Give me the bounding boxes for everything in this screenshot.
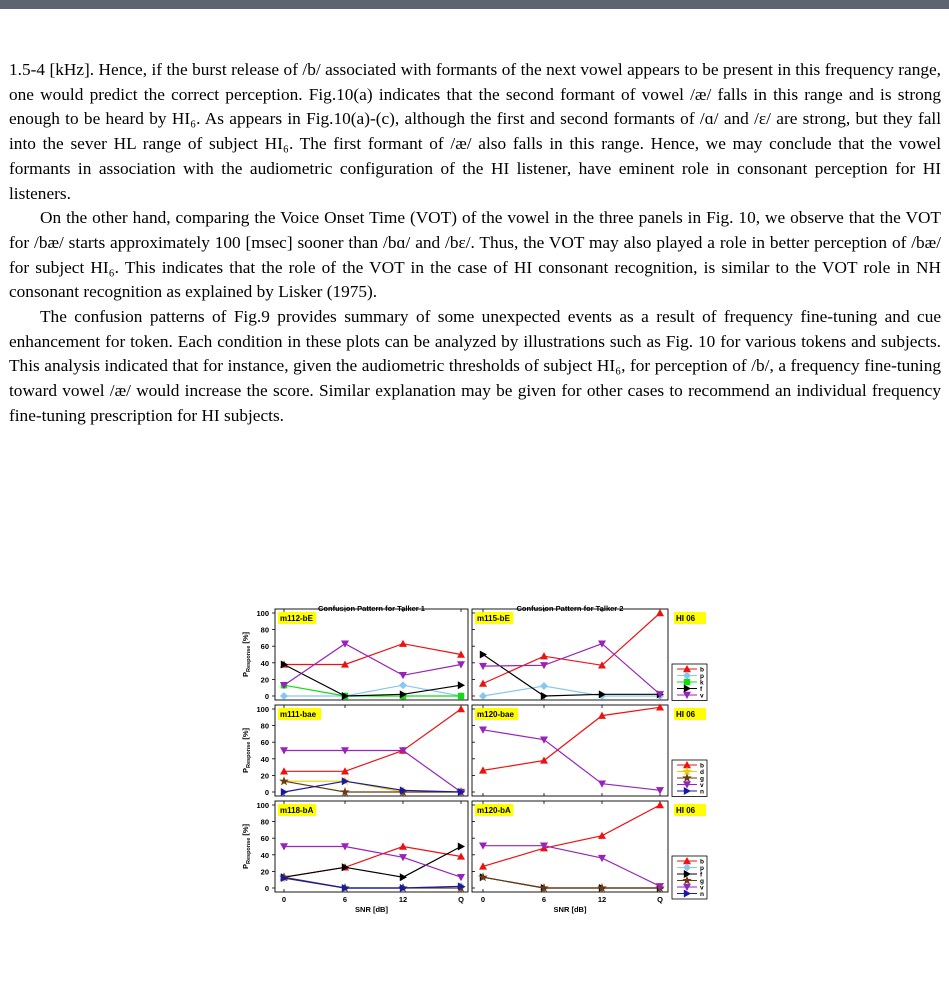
series-line-b [284, 644, 461, 665]
y-tick-label: 20 [260, 675, 269, 685]
data-point-p [479, 692, 487, 700]
legend-label-n: n [700, 788, 704, 796]
y-tick-label: 100 [256, 801, 269, 810]
legend-label-v: v [700, 782, 704, 789]
legend-label-v: v [700, 692, 704, 700]
panel-label: m120-bA [477, 806, 511, 815]
legend-label-k: k [700, 679, 704, 687]
column-title: Confusion Pattern for Talker 1 [318, 604, 425, 613]
data-point-v [598, 855, 606, 862]
data-point-b [656, 801, 664, 808]
data-point-b [399, 843, 407, 850]
x-tick-label: 0 [480, 895, 486, 904]
data-point-b [479, 680, 487, 687]
y-tick-label: 0 [264, 788, 269, 797]
data-point-v [341, 641, 349, 648]
data-point-b [656, 609, 664, 616]
data-point-v [540, 737, 548, 744]
legend-label-p: p [700, 865, 704, 872]
legend-label-d: d [700, 769, 704, 776]
legend-label-b: b [700, 858, 704, 866]
data-point-f [400, 873, 407, 881]
column-title: Confusion Pattern for Talker 2 [516, 604, 624, 613]
series-line-v [483, 846, 660, 887]
data-point-b [540, 756, 548, 763]
legend-label-p: p [700, 673, 704, 680]
data-point-b [399, 640, 407, 647]
data-point-p [280, 692, 288, 700]
series-line-f [483, 877, 660, 888]
panel-label: m118-bA [280, 806, 314, 815]
panel-label: m111-bae [280, 710, 317, 719]
paragraph-2: On the other hand, comparing the Voice Onset Time (VOT) of the vowel in the three panels in Fig. 10, we observe that the VOT for /bæ/ starts approximately 100 [msec] sooner than /bɑ/ and /bɛ/. Thus, the VOT may also played a role in better perception of /bæ/ for subject HI₆. This indicates that the role of the VOT in the case of HI consonant recognition, is similar to the VOT role in NH consonant recognition as explained by Lisker (1975). [9, 208, 941, 302]
y-tick-label: 100 [256, 609, 269, 618]
y-axis-label: $P_{Response}$ [%] [241, 727, 252, 774]
legend-label-f: f [700, 686, 703, 693]
data-point-g [279, 776, 289, 785]
y-axis-label: $P_{Response}$ [%] [241, 823, 252, 870]
data-point-b [598, 832, 606, 839]
data-point-f [480, 651, 487, 659]
series-line-v [483, 644, 660, 695]
x-axis-label: SNR [dB] [553, 905, 587, 914]
y-axis-label: $P_{Response}$ [%] [241, 631, 252, 678]
paragraph-3: The confusion patterns of Fig.9 provides summary of some unexpected events as a result of frequency fine-tuning and cue enhancement for token. Each condition in these plots can be analyzed by illustrations such as Fig. 10 for various tokens and subjects. This analysis indicated that for instance, given the audiometric thresholds of subject HI₆, for perception of /b/, a frequency fine-tuning toward vowel /æ/ would increase the score. Similar explanation may be given for other cases to recommend an individual frequency fine-tuning prescription for HI subjects. [9, 307, 941, 425]
y-tick-label: 80 [260, 625, 269, 635]
series-line-d [284, 781, 461, 792]
y-tick-label: 20 [260, 771, 269, 781]
series-line-p [284, 685, 461, 696]
y-tick-label: 60 [260, 834, 269, 844]
data-point-v [457, 874, 465, 881]
legend-label-b: b [700, 762, 704, 770]
x-tick-label: 12 [398, 895, 408, 904]
data-point-k [458, 693, 464, 699]
x-tick-label: 6 [541, 895, 547, 904]
y-tick-label: 20 [260, 867, 269, 877]
legend-label-v: v [700, 884, 704, 892]
subject-label: HI 06 [676, 710, 696, 719]
x-tick-label: 0 [281, 895, 287, 904]
subject-label: HI 06 [676, 614, 696, 623]
x-tick-label: Q [657, 895, 663, 904]
y-tick-label: 60 [260, 642, 269, 652]
y-tick-label: 60 [260, 738, 269, 748]
y-tick-label: 40 [260, 754, 269, 764]
data-point-b [457, 705, 465, 712]
legend-marker-k [684, 679, 690, 685]
x-tick-label: 12 [597, 895, 607, 904]
data-point-g [478, 872, 488, 881]
data-point-p [399, 681, 407, 689]
legend-label-f: f [700, 871, 703, 879]
y-tick-label: 0 [264, 884, 269, 893]
y-tick-label: 80 [260, 721, 269, 731]
x-axis-label: SNR [dB] [355, 905, 388, 914]
subject-label: HI 06 [676, 806, 696, 815]
data-point-v [656, 787, 664, 794]
data-point-f [541, 692, 548, 700]
data-point-f [458, 843, 465, 851]
y-tick-label: 40 [260, 850, 269, 860]
series-line-n [284, 878, 461, 888]
data-point-v [399, 672, 407, 679]
paragraph-1: 1.5-4 [kHz]. Hence, if the burst release of /b/ associated with formants of the next vowel appears to be present in this frequency range, one would predict the correct perception. Fig.10(a) indicates that the second formant of vowel /æ/ falls in this range and is strong enough to be heard by HI₆. As appears in Fig.10(a)-(c), although the first and second formants of /ɑ/ and /ɛ/ are strong, but they fall into the sever HL range of subject HI₆. The first formant of /æ/ also falls in this range. Hence, we may conclude that the vowel formants in association with the audiometric configuration of the HI listener, have eminent role in consonant perception for HI listeners. [9, 60, 941, 203]
panel-label: m112-bE [280, 614, 313, 623]
panel-label: m115-bE [477, 614, 510, 623]
legend-label-g: g [700, 878, 704, 885]
legend-label-g: g [700, 775, 704, 783]
legend-label-b: b [700, 666, 704, 674]
panel-label: m120-bae [477, 710, 514, 719]
data-point-b [656, 703, 664, 710]
x-tick-label: Q [458, 895, 464, 904]
data-point-b [540, 652, 548, 659]
x-tick-label: 6 [342, 895, 348, 904]
data-point-p [540, 682, 548, 690]
y-tick-label: 80 [260, 817, 269, 827]
y-tick-label: 100 [256, 705, 269, 714]
series-line-g [483, 877, 660, 888]
legend-label-n: n [700, 891, 704, 898]
y-tick-label: 40 [260, 658, 269, 668]
data-point-f [458, 681, 465, 689]
y-tick-label: 0 [264, 692, 269, 701]
